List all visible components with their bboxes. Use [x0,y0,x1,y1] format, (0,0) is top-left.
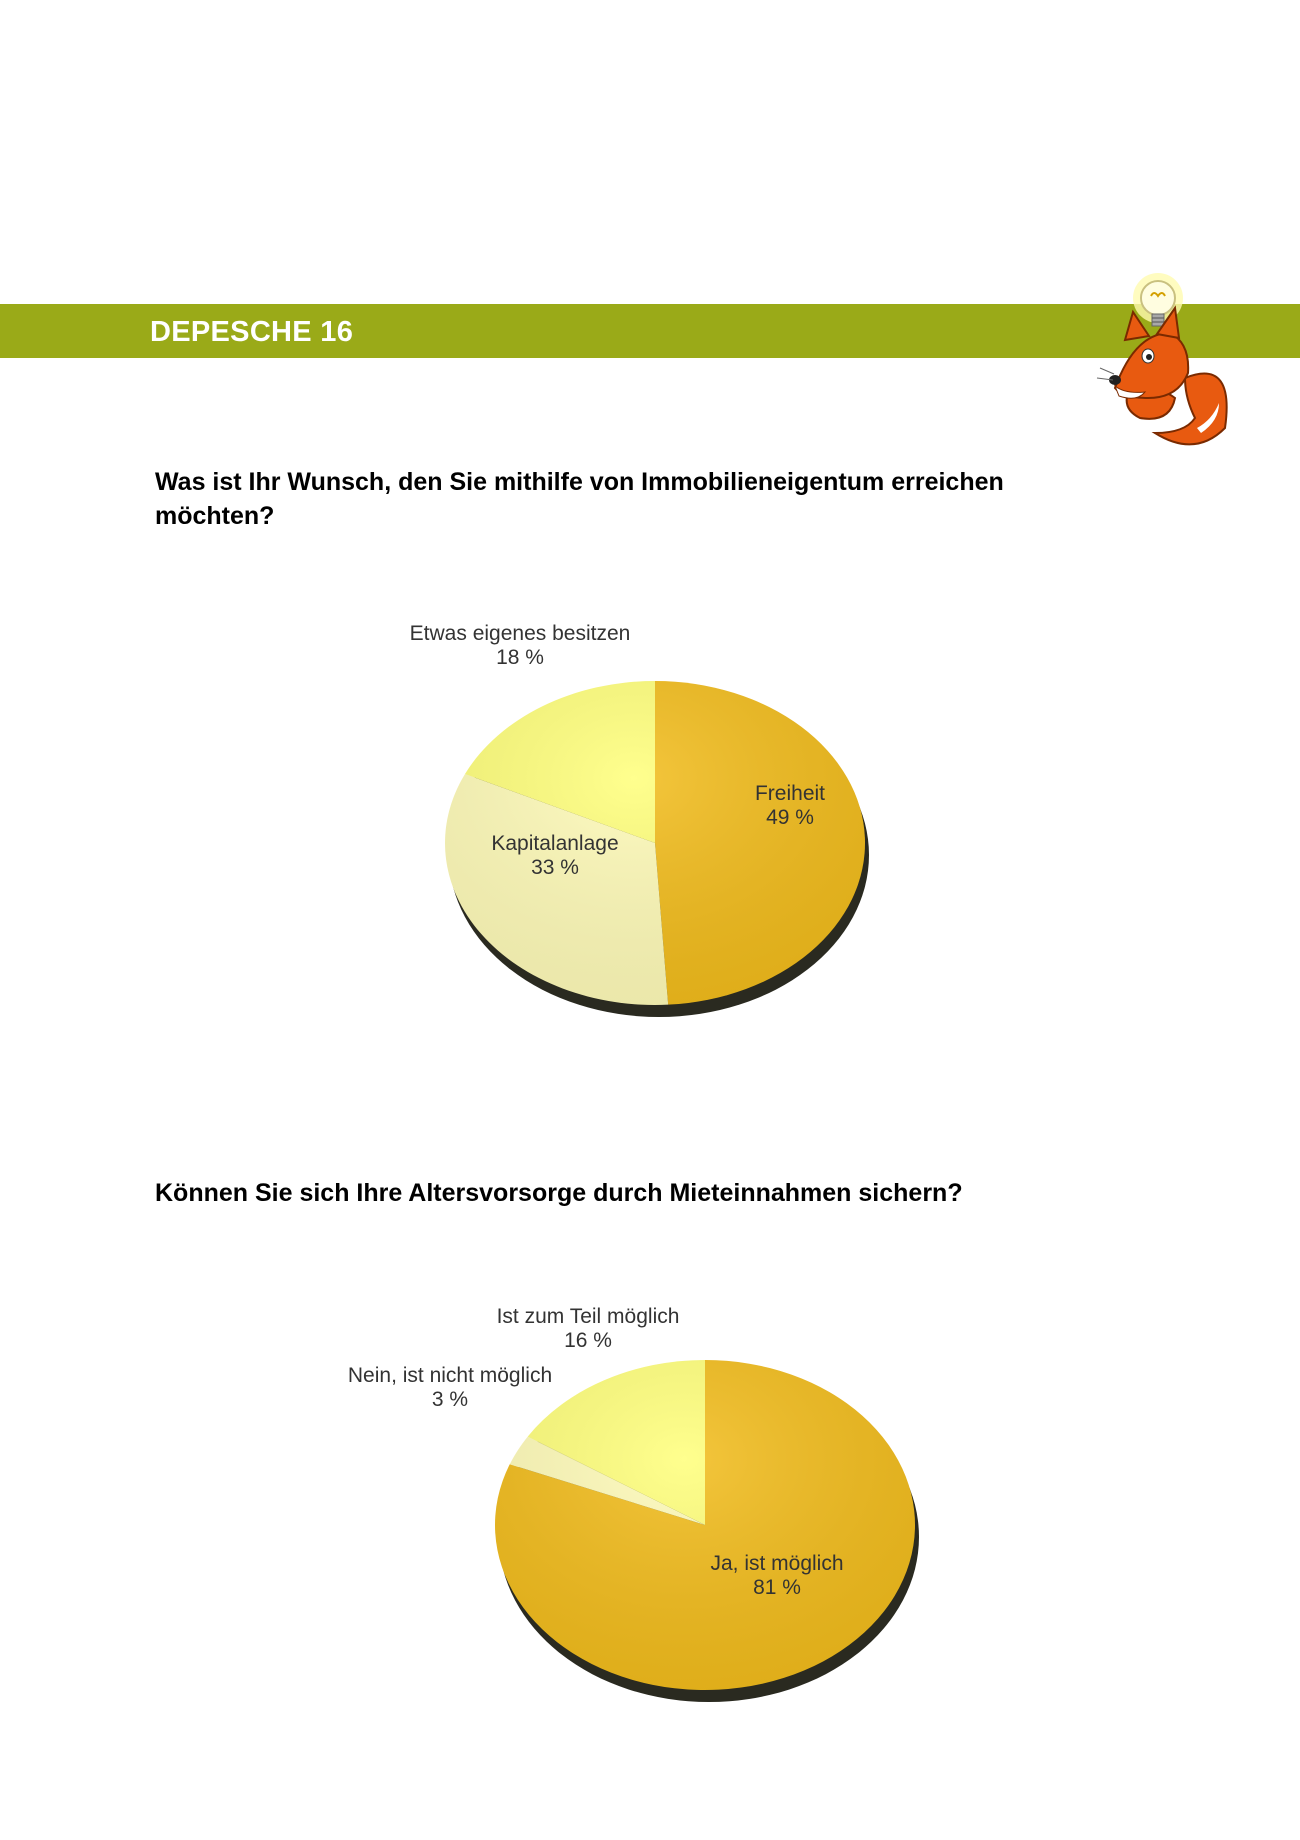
slice-label-0-0: Freiheit [754,782,826,805]
slice-label-1-2: Ist zum Teil möglich [496,1305,680,1328]
question-2-title: Können Sie sich Ihre Altersvorsorge durch Mieteinnahmen sichern? [155,1179,963,1207]
slice-label-1-0: Ja, ist möglich [710,1552,844,1575]
page-title: DEPESCHE 16 [150,316,354,348]
slice-value-0-1: 33 % [531,856,579,879]
pie-chart-2 [0,1290,1300,1740]
slice-value-0-0: 49 % [766,806,814,829]
slice-value-1-0: 81 % [753,1576,801,1599]
question-1-title: Was ist Ihr Wunsch, den Sie mithilfe von Immobilieneigentum erreichen möchten? [155,468,1004,530]
slice-label-0-1: Kapitalanlage [491,832,619,855]
pie-shading [495,1360,915,1690]
pie-chart-1 [0,600,1300,1060]
slice-label-0-2: Etwas eigenes besitzen [409,622,631,645]
slice-value-1-2: 16 % [564,1329,612,1352]
fox-mascot-icon [1085,268,1245,458]
slice-value-1-1: 3 % [431,1388,469,1411]
slice-value-0-2: 18 % [496,646,544,669]
slice-label-1-1: Nein, ist nicht möglich [347,1364,553,1387]
